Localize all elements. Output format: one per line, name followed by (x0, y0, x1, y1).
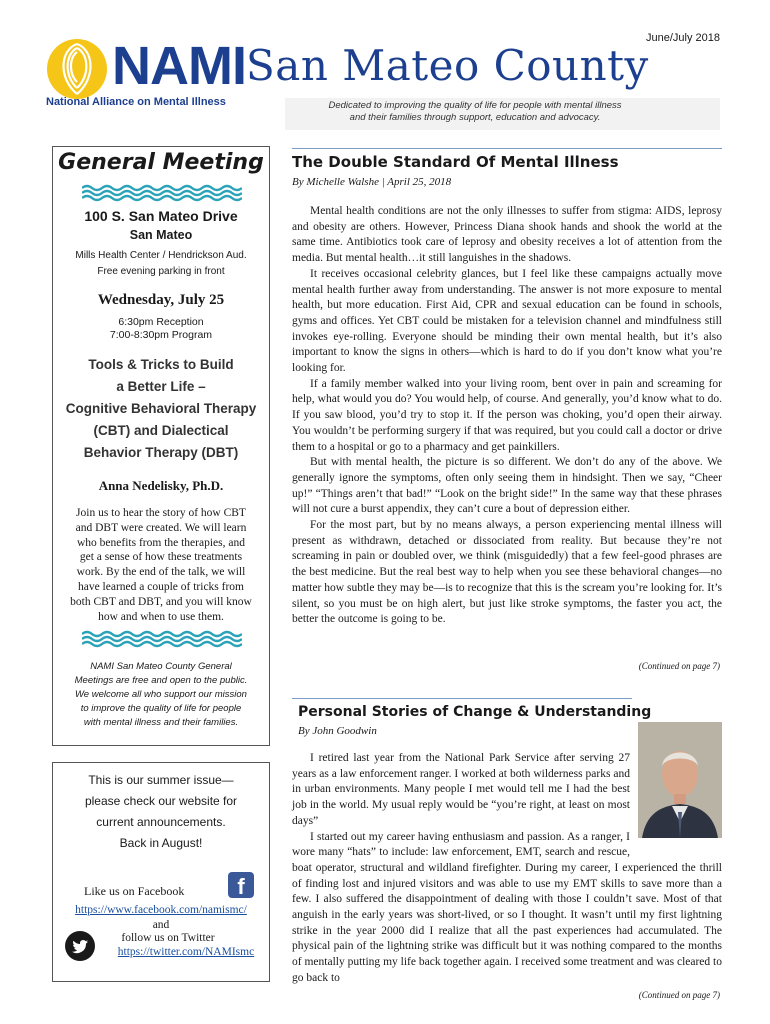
twitter-link[interactable]: https://twitter.com/NAMIsmc (117, 946, 255, 958)
mission-line: NAMI San Mateo County General (90, 661, 232, 672)
meeting-street: 100 S. San Mateo Drive (84, 208, 238, 224)
author-portrait (638, 722, 722, 838)
facebook-icon[interactable]: f (228, 872, 254, 898)
article-paragraph: For the most part, but by no means always, a person experiencing mental illness will present as withdrawn, detached or dissociated from reality. But because they’re not screaming in pain or doubled over, we think (misguidedly) that a few feel-good phrases are the best medicine. But the real best way to help when you see these behavioral changes—no matter how subtle they may be—is to recognize that this is the scream you’re looking for. It’s silent, so you must be on high alert, but just like stroke symptoms, the faster you act, the better the outcome is going to be. (292, 519, 722, 626)
county-name: San Mateo County (246, 41, 649, 90)
facebook-link[interactable]: https://www.facebook.com/namismc/ (75, 904, 247, 916)
blurb-line: and DBT were created. We will learn (75, 521, 247, 534)
speaker-name: Anna Nedelisky, Ph.D. (98, 478, 224, 493)
talk-title-line: (CBT) and Dialectical (93, 423, 229, 438)
author-photo (638, 722, 722, 838)
article-1-byline: By Michelle Walshe | April 25, 2018 (292, 176, 452, 188)
article-divider (292, 698, 632, 699)
article-paragraph: But with mental health, the picture is so different. We don’t do any of the above. We generally ignore the symptoms, often only seeing them in hindsight. Then we say, “Cheer up!” “Things aren’t that bad!” “Look on the bright side!” In the same way that these phrases will not cure a burst appendix, they can’t cure a bout of depression either. (292, 456, 722, 516)
issue-date: June/July 2018 (646, 32, 720, 44)
wave-divider-icon (82, 630, 242, 648)
continued-note: (Continued on page 7) (638, 990, 720, 1000)
continued-note: (Continued on page 7) (638, 661, 720, 671)
meeting-venue (52, 248, 270, 280)
blurb-line: both CBT and DBT, and you will know (70, 595, 252, 608)
parking-note: Free evening parking in front (97, 266, 225, 277)
program-time: 7:00-8:30pm Program (109, 329, 213, 341)
mission-note (56, 660, 266, 730)
talk-title-line: Tools & Tricks to Build (88, 357, 234, 372)
mission-line: to improve the quality of life for people (80, 703, 242, 714)
alliance-name: National Alliance on Mental Illness (46, 96, 226, 108)
article-divider (292, 148, 722, 149)
blurb-line: Join us to hear the story of how CBT (76, 507, 246, 519)
notice-line: Back in August! (119, 836, 203, 850)
twitter-follow-text: follow us on Twitter (121, 932, 215, 944)
blurb-line: work. By the end of the talk, we will (76, 566, 246, 579)
mission-line: with mental illness and their families. (83, 717, 239, 728)
mission-line: We welcome all who support our mission (75, 689, 247, 700)
talk-blurb (52, 506, 270, 624)
article-paragraph: I retired last year from the National Park Service after serving 27 years as a law enforcement ranger. I worked at both wilderness parks and in urban environments. Many people I met would tell me I had the best job in the world. My usual reply would be “you’re right, at least on most days” (292, 752, 630, 827)
venue-name: Mills Health Center / Hendrickson Aud. (75, 250, 247, 261)
article-paragraph: It receives occasional celebrity glances, but I feel like these campaigns actually move mental health further away from understanding. The answer is not more exposure to mental health, but more education. First Aid, CPR and sexual education can be found in schools, gyms and offices. Yet CBT could be mistaken for a television channel and mindfulness still invokes eye-rolling. Everyone should be minding their own mental health, but it’s also important to know the signs in others—which is hard to do if you don’t know what you’re looking for. (292, 267, 722, 375)
article-paragraph: If a family member walked into your living room, bent over in pain and screaming for help, what would you do? You would help, of course. And generally, you’d know what to do. If you saw blood, you’d try to stop it. If the person was choking, you’d open their airway. You wouldn’t be performing surgery if that was required, but you could call a doctor or drive them to a hospital or go to a pharmacy and get painkillers. (292, 377, 722, 453)
twitter-icon[interactable] (64, 930, 96, 962)
tagline-line-1: Dedicated to improving the quality of life for people with mental illness (328, 100, 622, 111)
talk-title-line: Cognitive Behavioral Therapy (65, 401, 257, 416)
article-paragraph: Mental health conditions are not the only illnesses to suffer from stigma: AIDS, leprosy and obesity are others. However, Princess Diana shook hands and shook the world at the same time. Antibiotics took care of leprosy and obesity receives a lot of attention from the media. But mental health…it still languishes in the shadows. (292, 205, 722, 265)
blurb-line: who benefits from the therapies, and (77, 536, 245, 549)
and-text: and (152, 919, 170, 931)
notice-line: This is our summer issue— (88, 773, 234, 787)
talk-title-line: Behavior Therapy (DBT) (83, 445, 239, 460)
wave-divider-icon (82, 184, 242, 202)
tagline (290, 100, 660, 124)
mission-line: Meetings are free and open to the public. (74, 675, 248, 686)
article-2-title: Personal Stories of Change & Understanding (298, 704, 652, 720)
meeting-day: Wednesday, July 25 (97, 292, 225, 308)
tagline-line-2: and their families through support, education and advocacy. (349, 112, 601, 123)
blurb-line: how and when to use them. (98, 610, 224, 623)
article-paragraph: I started out my career having enthusiasm and passion. As a ranger, I wore many “hats” to include: law enforcement, EMT, search and rescue, boat operator, structural and wildland firefighter. During my career, I experienced the thrill of finding lost and injured visitors and was able to use my EMT skills to save more than a few. I also suffered the disappointment of dealing with those I couldn’t save. Most of that anguish in the early years was short-lived, or so I thought. It wasn’t until my first lightning strike in the year 2000 did I realize that all the past experiences had accumulated. The physical pain of the lightning strike was difficult but it was nothing compared to the months of mentally putting my life back together again. I received some treatment and was cleared to go back to (292, 830, 722, 984)
facebook-like-text: Like us on Facebook (84, 884, 185, 898)
meeting-times (52, 316, 270, 342)
notice-line: please check our website for (84, 794, 238, 808)
meeting-city: San Mateo (129, 228, 193, 242)
notice-line: current announcements. (96, 815, 226, 829)
talk-title (52, 354, 270, 464)
article-2-byline: By John Goodwin (298, 725, 377, 737)
summer-notice (52, 770, 270, 854)
article-1-title: The Double Standard Of Mental Illness (292, 153, 619, 171)
talk-title-line: a Better Life – (116, 379, 206, 394)
meeting-title: General Meeting (58, 150, 264, 175)
nami-swirl-icon (46, 38, 108, 100)
article-1-body (292, 204, 722, 628)
reception-time: 6:30pm Reception (118, 316, 204, 328)
blurb-line: have learned a couple of tricks from (77, 580, 245, 593)
logo-wordmark: NAMI (112, 36, 246, 96)
blurb-line: get a sense of how these treatments (79, 551, 243, 564)
